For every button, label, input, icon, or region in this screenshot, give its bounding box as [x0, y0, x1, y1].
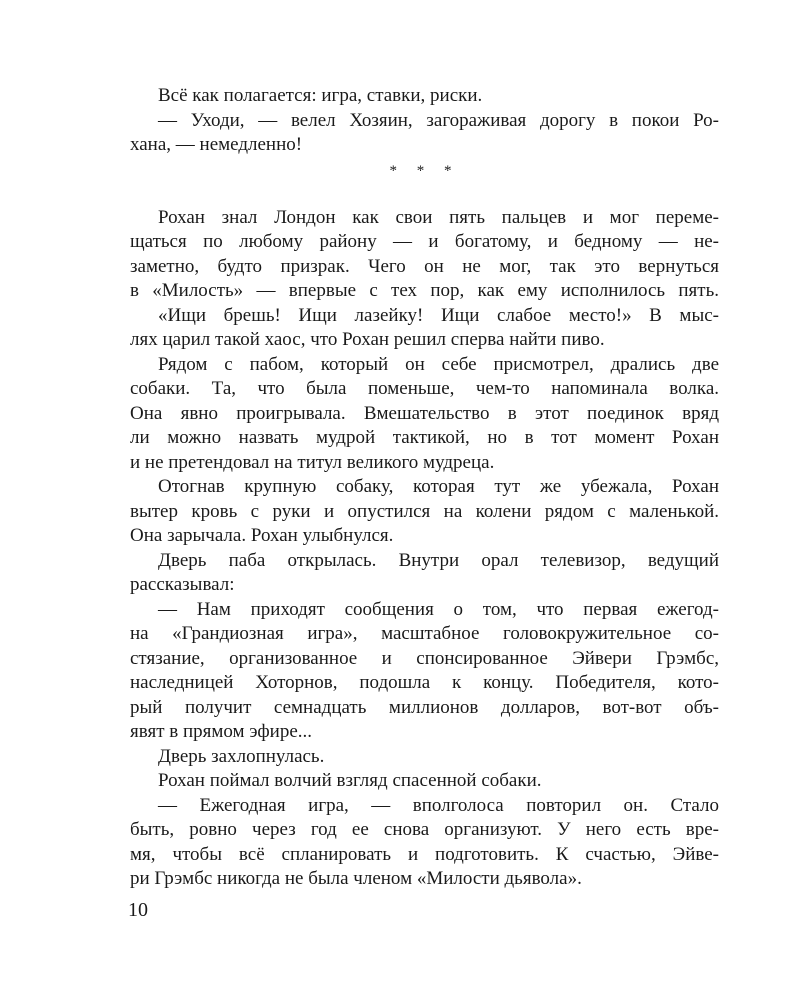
- text-line: Рохан знал Лондон как свои пять пальцев и мог переме-: [158, 206, 719, 228]
- text-line: Отогнав крупную собаку, которая тут же убежала, Рохан: [158, 476, 719, 497]
- text-line: Дверь захлопнулась.: [158, 745, 325, 767]
- text-line: собаки. Та, что была поменьше, чем-то напоминала волка.: [130, 378, 719, 399]
- text-line: хана, — немедленно!: [130, 134, 303, 155]
- text-line: — Уходи, — велел Хозяин, загораживая дорогу в покои Ро-: [158, 109, 719, 131]
- text-line: ли можно назвать мудрой тактикой, но в тот момент Рохан: [130, 427, 719, 448]
- text-line: — Нам приходят сообщения о том, что первая ежегод-: [158, 598, 719, 620]
- text-line: заметно, будто призрак. Чего он не мог, так это вернуться: [130, 255, 719, 277]
- spacer: [130, 182, 719, 206]
- text-line: Дверь паба открылась. Внутри орал телевизор, ведущий: [158, 549, 719, 571]
- text-line: лях царил такой хаос, что Рохан решил сперва найти пиво.: [130, 329, 605, 350]
- page-number: 10: [128, 899, 148, 921]
- text-line: ри Грэмбс никогда не была членом «Милости дьявола».: [130, 868, 582, 889]
- section-separator: * * *: [389, 162, 460, 179]
- text-line: мя, чтобы всё спланировать и подготовить. К счастью, Эйве-: [130, 843, 719, 865]
- text-line: «Ищи брешь! Ищи лазейку! Ищи слабое место!» В мыс-: [158, 304, 719, 326]
- text-line: вытер кровь с руки и опустился на колени рядом с маленькой.: [130, 500, 719, 522]
- text-line: быть, ровно через год ее снова организуют. У него есть вре-: [130, 819, 719, 840]
- text-line: наследницей Хоторнов, подошла к концу. Победителя, кото-: [130, 672, 719, 693]
- text-line: в «Милость» — впервые с тех пор, как ему исполнилось пять.: [130, 280, 719, 301]
- page-content: [130, 84, 719, 892]
- text-line: на «Грандиозная игра», масштабное головокружительное со-: [130, 623, 719, 644]
- text-line: Она явно проигрывала. Вмешательство в этот поединок вряд: [130, 402, 719, 424]
- text-line: Рохан поймал волчий взгляд спасенной собаки.: [158, 770, 542, 791]
- text-line: Она зарычала. Рохан улыбнулся.: [130, 525, 394, 546]
- text-line: и не претендовал на титул великого мудреца.: [130, 451, 495, 473]
- body-text: [130, 206, 719, 892]
- text-line: щаться по любому району — и богатому, и бедному — не-: [130, 231, 719, 252]
- text-line: явят в прямом эфире...: [130, 721, 313, 742]
- text-line: рассказывал:: [130, 574, 235, 595]
- opening-block: [130, 84, 719, 158]
- text-line: рый получит семнадцать миллионов долларов, вот-вот объ-: [130, 696, 719, 718]
- text-line: Всё как полагается: игра, ставки, риски.: [158, 85, 483, 106]
- text-line: стязание, организованное и спонсированное Эйвери Грэмбс,: [130, 647, 719, 669]
- text-line: — Ежегодная игра, — вполголоса повторил он. Стало: [158, 794, 719, 816]
- text-line: Рядом с пабом, который он себе присмотрел, дрались две: [158, 353, 719, 375]
